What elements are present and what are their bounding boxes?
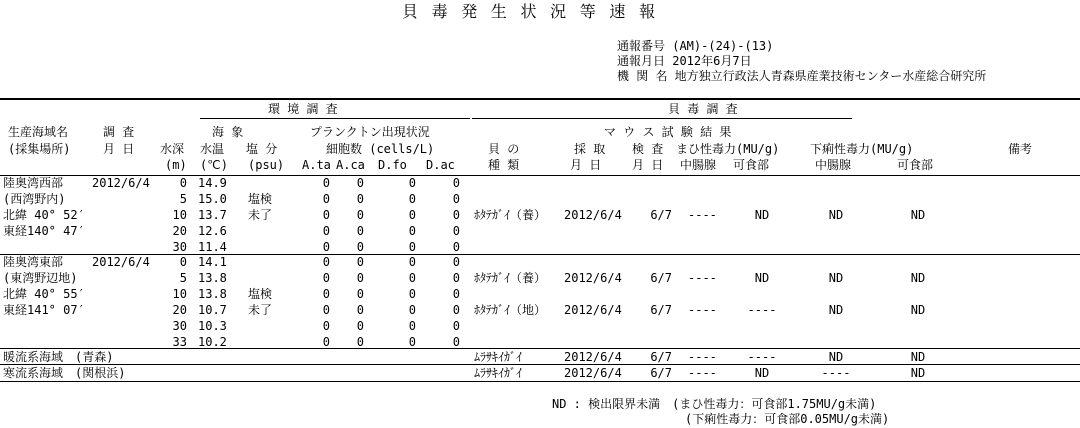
cell-temp: 10.7 [198, 303, 227, 317]
cell-temp: 13.8 [198, 287, 227, 301]
cell-tdate: 6/7 [650, 350, 672, 364]
cell-tdate: 6/7 [650, 366, 672, 380]
cell-cdate: 2012/6/4 [564, 303, 622, 317]
cell-pg: ---- [688, 366, 717, 380]
cell-ata: 0 [322, 176, 330, 190]
col-dsp-edible-label: 可食部 [897, 158, 934, 172]
cell-dfo: 0 [408, 192, 416, 206]
cell-sal: 未了 [248, 303, 273, 317]
cell-pg: ---- [688, 208, 717, 222]
cell-dfo: 0 [408, 224, 416, 238]
cell-dac: 0 [452, 287, 460, 301]
cell-ata: 0 [322, 240, 330, 254]
cell-dg: ND [828, 271, 844, 285]
cell-shell: ﾎﾀﾃｶﾞｲ（地） [474, 303, 547, 317]
env-header-rule [200, 118, 470, 119]
table-bottom-rule [0, 381, 1080, 382]
cell-de: ND [910, 208, 926, 222]
cell-dfo: 0 [408, 208, 416, 222]
col-dsp-gland-label: 中腸腺 [815, 158, 852, 172]
cell-date: 2012/6/4 [92, 176, 150, 190]
cell-depth: 0 [179, 255, 187, 269]
cell-shell: ﾑﾗｻｷｲｶﾞｲ [474, 366, 523, 380]
cell-area: 寒流系海域 (関根浜) [3, 366, 126, 380]
col-sea-label: 海 象 [212, 125, 244, 139]
cell-tdate: 6/7 [650, 271, 672, 285]
cell-temp: 15.0 [198, 192, 227, 206]
cell-dac: 0 [452, 240, 460, 254]
cell-area: 陸奥湾西部 [3, 176, 64, 190]
row-divider-rule [0, 364, 1080, 365]
cell-depth: 20 [172, 224, 187, 238]
cell-depth: 33 [172, 335, 187, 349]
col-depth-label: 水深 [160, 142, 185, 156]
cell-aca: 0 [356, 208, 364, 222]
col-test-date-label: 月 日 [632, 158, 664, 172]
cell-temp: 10.3 [198, 319, 227, 333]
cell-dfo: 0 [408, 271, 416, 285]
cell-date: 2012/6/4 [92, 255, 150, 269]
table-top-rule [0, 98, 1080, 100]
col-dfo-label: D.fo [378, 158, 407, 172]
cell-temp: 12.6 [198, 224, 227, 238]
col-mouse-label: マ ウ ス 試 験 結 果 [604, 125, 732, 139]
cell-pe: ND [754, 366, 770, 380]
col-ata-label: A.ta [302, 158, 331, 172]
cell-dfo: 0 [408, 255, 416, 269]
cell-pg: ---- [688, 350, 717, 364]
cell-depth: 10 [172, 287, 187, 301]
note-nd: ND : 検出限界未満 (まひ性毒力：可食部1.75MU/g未満) [552, 397, 877, 411]
col-survey-label: 調 査 [103, 125, 135, 139]
col-test-label: 検 査 [632, 142, 664, 156]
cell-dg: ND [828, 350, 844, 364]
cell-de: ND [910, 271, 926, 285]
col-dsp-label: 下痢性毒力(MU/g) [810, 142, 914, 156]
cell-ata: 0 [322, 224, 330, 238]
col-aca-label: A.ca [336, 158, 365, 172]
cell-aca: 0 [356, 192, 364, 206]
cell-dac: 0 [452, 208, 460, 222]
cell-depth: 20 [172, 303, 187, 317]
shellfish-survey-heading: 貝 毒 調 査 [668, 102, 738, 116]
cell-pe: ND [754, 208, 770, 222]
col-salinity-label: 塩 分 [246, 142, 278, 156]
cell-ata: 0 [322, 287, 330, 301]
cell-ata: 0 [322, 319, 330, 333]
cell-shell: ﾎﾀﾃｶﾞｲ（養） [474, 271, 547, 285]
cell-dfo: 0 [408, 319, 416, 333]
cell-tdate: 6/7 [650, 208, 672, 222]
cell-depth: 30 [172, 240, 187, 254]
col-salinity-unit: (psu) [248, 158, 285, 172]
col-area-sub-label: (採集場所) [8, 142, 71, 156]
cell-de: ND [910, 366, 926, 380]
cell-depth: 5 [179, 271, 187, 285]
cell-dg: ND [828, 208, 844, 222]
cell-aca: 0 [356, 255, 364, 269]
cell-aca: 0 [356, 224, 364, 238]
cell-dfo: 0 [408, 176, 416, 190]
cell-pg: ---- [688, 303, 717, 317]
cell-cdate: 2012/6/4 [564, 271, 622, 285]
cell-dfo: 0 [408, 303, 416, 317]
cell-aca: 0 [356, 303, 364, 317]
col-area-label: 生産海域名 [8, 125, 69, 139]
cell-aca: 0 [356, 240, 364, 254]
cell-aca: 0 [356, 176, 364, 190]
report-date: 通報月日 2012年6月7日 [617, 54, 752, 68]
col-shell-label: 貝 の [488, 142, 520, 156]
cell-temp: 14.9 [198, 176, 227, 190]
cell-shell: ﾑﾗｻｷｲｶﾞｲ [474, 350, 523, 364]
cell-sal: 未了 [248, 208, 273, 222]
cell-temp: 10.2 [198, 335, 227, 349]
env-survey-heading: 環 境 調 査 [268, 102, 338, 116]
report-agency: 機 関 名 地方独立行政法人青森県産業技術センター水産総合研究所 [617, 69, 987, 83]
cell-aca: 0 [356, 319, 364, 333]
cell-cdate: 2012/6/4 [564, 366, 622, 380]
cell-aca: 0 [356, 335, 364, 349]
cell-tdate: 6/7 [650, 303, 672, 317]
cell-dg: ND [828, 303, 844, 317]
cell-area: (東湾野辺地) [3, 271, 78, 285]
cell-de: ND [910, 350, 926, 364]
col-depth-unit: (m) [165, 158, 187, 172]
cell-pe: ND [754, 271, 770, 285]
cell-cdate: 2012/6/4 [564, 208, 622, 222]
cell-dac: 0 [452, 224, 460, 238]
cell-ata: 0 [322, 335, 330, 349]
cell-dfo: 0 [408, 240, 416, 254]
note-dsp: (下痢性毒力：可食部0.05MU/g未満) [685, 412, 890, 426]
cell-depth: 5 [179, 192, 187, 206]
shellfish-header-rule [472, 118, 852, 119]
cell-sal: 塩検 [248, 192, 273, 206]
cell-ata: 0 [322, 271, 330, 285]
cell-area: 暖流系海域 (青森) [3, 350, 114, 364]
cell-dfo: 0 [408, 335, 416, 349]
cell-dac: 0 [452, 335, 460, 349]
col-psp-gland-label: 中腸腺 [680, 158, 717, 172]
col-temp-label: 水温 [200, 142, 225, 156]
cell-aca: 0 [356, 271, 364, 285]
cell-dac: 0 [452, 319, 460, 333]
cell-area: 北緯 40° 52′ [3, 208, 85, 222]
cell-dac: 0 [452, 271, 460, 285]
cell-temp: 13.8 [198, 271, 227, 285]
cell-dac: 0 [452, 303, 460, 317]
cell-dac: 0 [452, 176, 460, 190]
cell-aca: 0 [356, 287, 364, 301]
col-dac-label: D.ac [426, 158, 455, 172]
col-cells-label: 細胞数 (cells/L) [326, 142, 435, 156]
cell-temp: 14.1 [198, 255, 227, 269]
cell-shell: ﾎﾀﾃｶﾞｲ（養） [474, 208, 547, 222]
cell-area: (西湾野内) [3, 192, 66, 206]
report-number: 通報番号 (AM)-(24)-(13) [617, 39, 774, 53]
cell-area: 北緯 40° 55′ [3, 287, 85, 301]
cell-pg: ---- [688, 271, 717, 285]
cell-pe: ---- [747, 303, 777, 317]
cell-ata: 0 [322, 303, 330, 317]
cell-dg: ---- [821, 366, 851, 380]
cell-dfo: 0 [408, 287, 416, 301]
cell-sal: 塩検 [248, 287, 273, 301]
col-collect-label: 採 取 [574, 142, 606, 156]
cell-temp: 11.4 [198, 240, 227, 254]
cell-de: ND [910, 303, 926, 317]
col-collect-date-label: 月 日 [570, 158, 602, 172]
col-psp-label: まひ性毒力(MU/g) [676, 142, 780, 156]
cell-ata: 0 [322, 255, 330, 269]
cell-depth: 10 [172, 208, 187, 222]
col-remarks-label: 備考 [1008, 142, 1033, 156]
cell-cdate: 2012/6/4 [564, 350, 622, 364]
col-temp-unit: (℃) [200, 158, 228, 172]
col-survey-date-label: 月 日 [103, 142, 135, 156]
col-shell-kind-label: 種 類 [488, 158, 520, 172]
page-title: 貝 毒 発 生 状 況 等 速 報 [402, 2, 658, 21]
cell-dac: 0 [452, 255, 460, 269]
cell-area: 陸奥湾東部 [3, 255, 64, 269]
cell-pe: ---- [747, 350, 777, 364]
cell-temp: 13.7 [198, 208, 227, 222]
cell-area: 東経141° 07′ [3, 303, 85, 317]
cell-ata: 0 [322, 192, 330, 206]
cell-depth: 0 [179, 176, 187, 190]
cell-ata: 0 [322, 208, 330, 222]
cell-area: 東経140° 47′ [3, 224, 85, 238]
cell-depth: 30 [172, 319, 187, 333]
col-psp-edible-label: 可食部 [733, 158, 770, 172]
col-plankton-label: プランクトン出現状況 [310, 125, 430, 139]
cell-dac: 0 [452, 192, 460, 206]
